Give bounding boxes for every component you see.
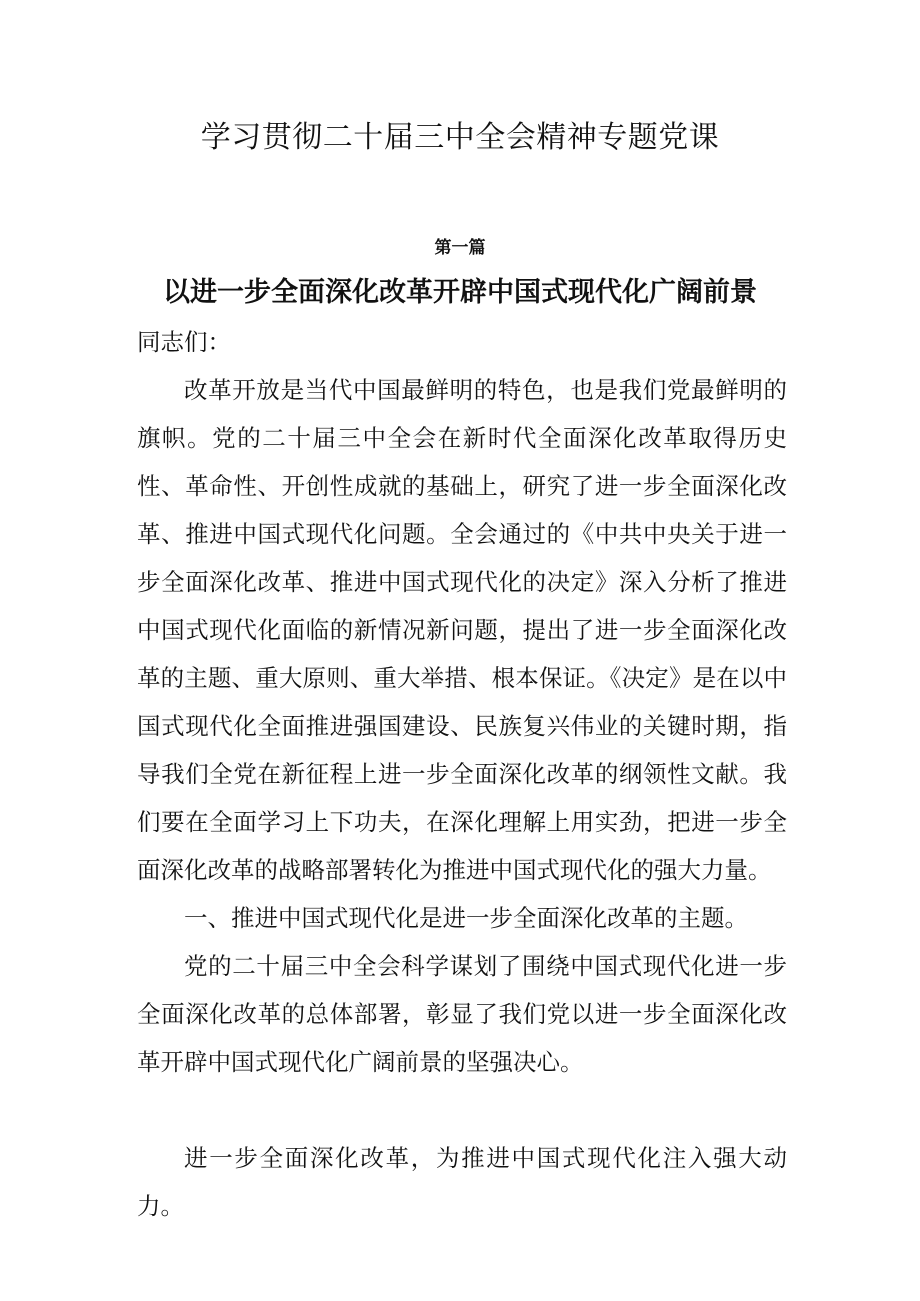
paragraph: 进一步全面深化改革，为推进中国式现代化注入强大动力。 (137, 1144, 787, 1220)
part-label: 第一篇 (434, 238, 486, 258)
salutation: 同志们： (137, 328, 231, 356)
section-heading: 一、推进中国式现代化是进一步全面深化改革的主题。 (184, 904, 748, 932)
paragraph: 改革开放是当代中国最鲜明的特色，也是我们党最鲜明的旗帜。党的二十届三中全会在新时代全面深化改革取得历史性、革命性、开创性成就的基础上，研究了进一步全面深化改革、推进中国式现代化问题。全会通过的《中共中央关于进一步全面深化改革、推进中国式现代化的决定》深入分析了推进中国式现代化面临的新情况新问题，提出了进一步全面深化改革的主题、重大原则、重大举措、根本保证。《决定》是在以中国式现代化全面推进强国建设、民族复兴伟业的关键时期，指导我们全党在新征程上进一步全面深化改革的纲领性文献。我们要在全面学习上下功夫，在深化理解上用实劲，把进一步全面深化改革的战略部署转化为推进中国式现代化的强大力量。 (137, 376, 787, 884)
document-title: 学习贯彻二十届三中全会精神专题党课 (200, 120, 720, 155)
document-body (137, 318, 787, 1230)
paragraph: 党的二十届三中全会科学谋划了围绕中国式现代化进一步全面深化改革的总体部署，彰显了我们党以进一步全面深化改革开辟中国式现代化广阔前景的坚强决心。 (137, 952, 787, 1076)
section-subtitle: 以进一步全面深化改革开辟中国式现代化广阔前景 (163, 277, 757, 308)
